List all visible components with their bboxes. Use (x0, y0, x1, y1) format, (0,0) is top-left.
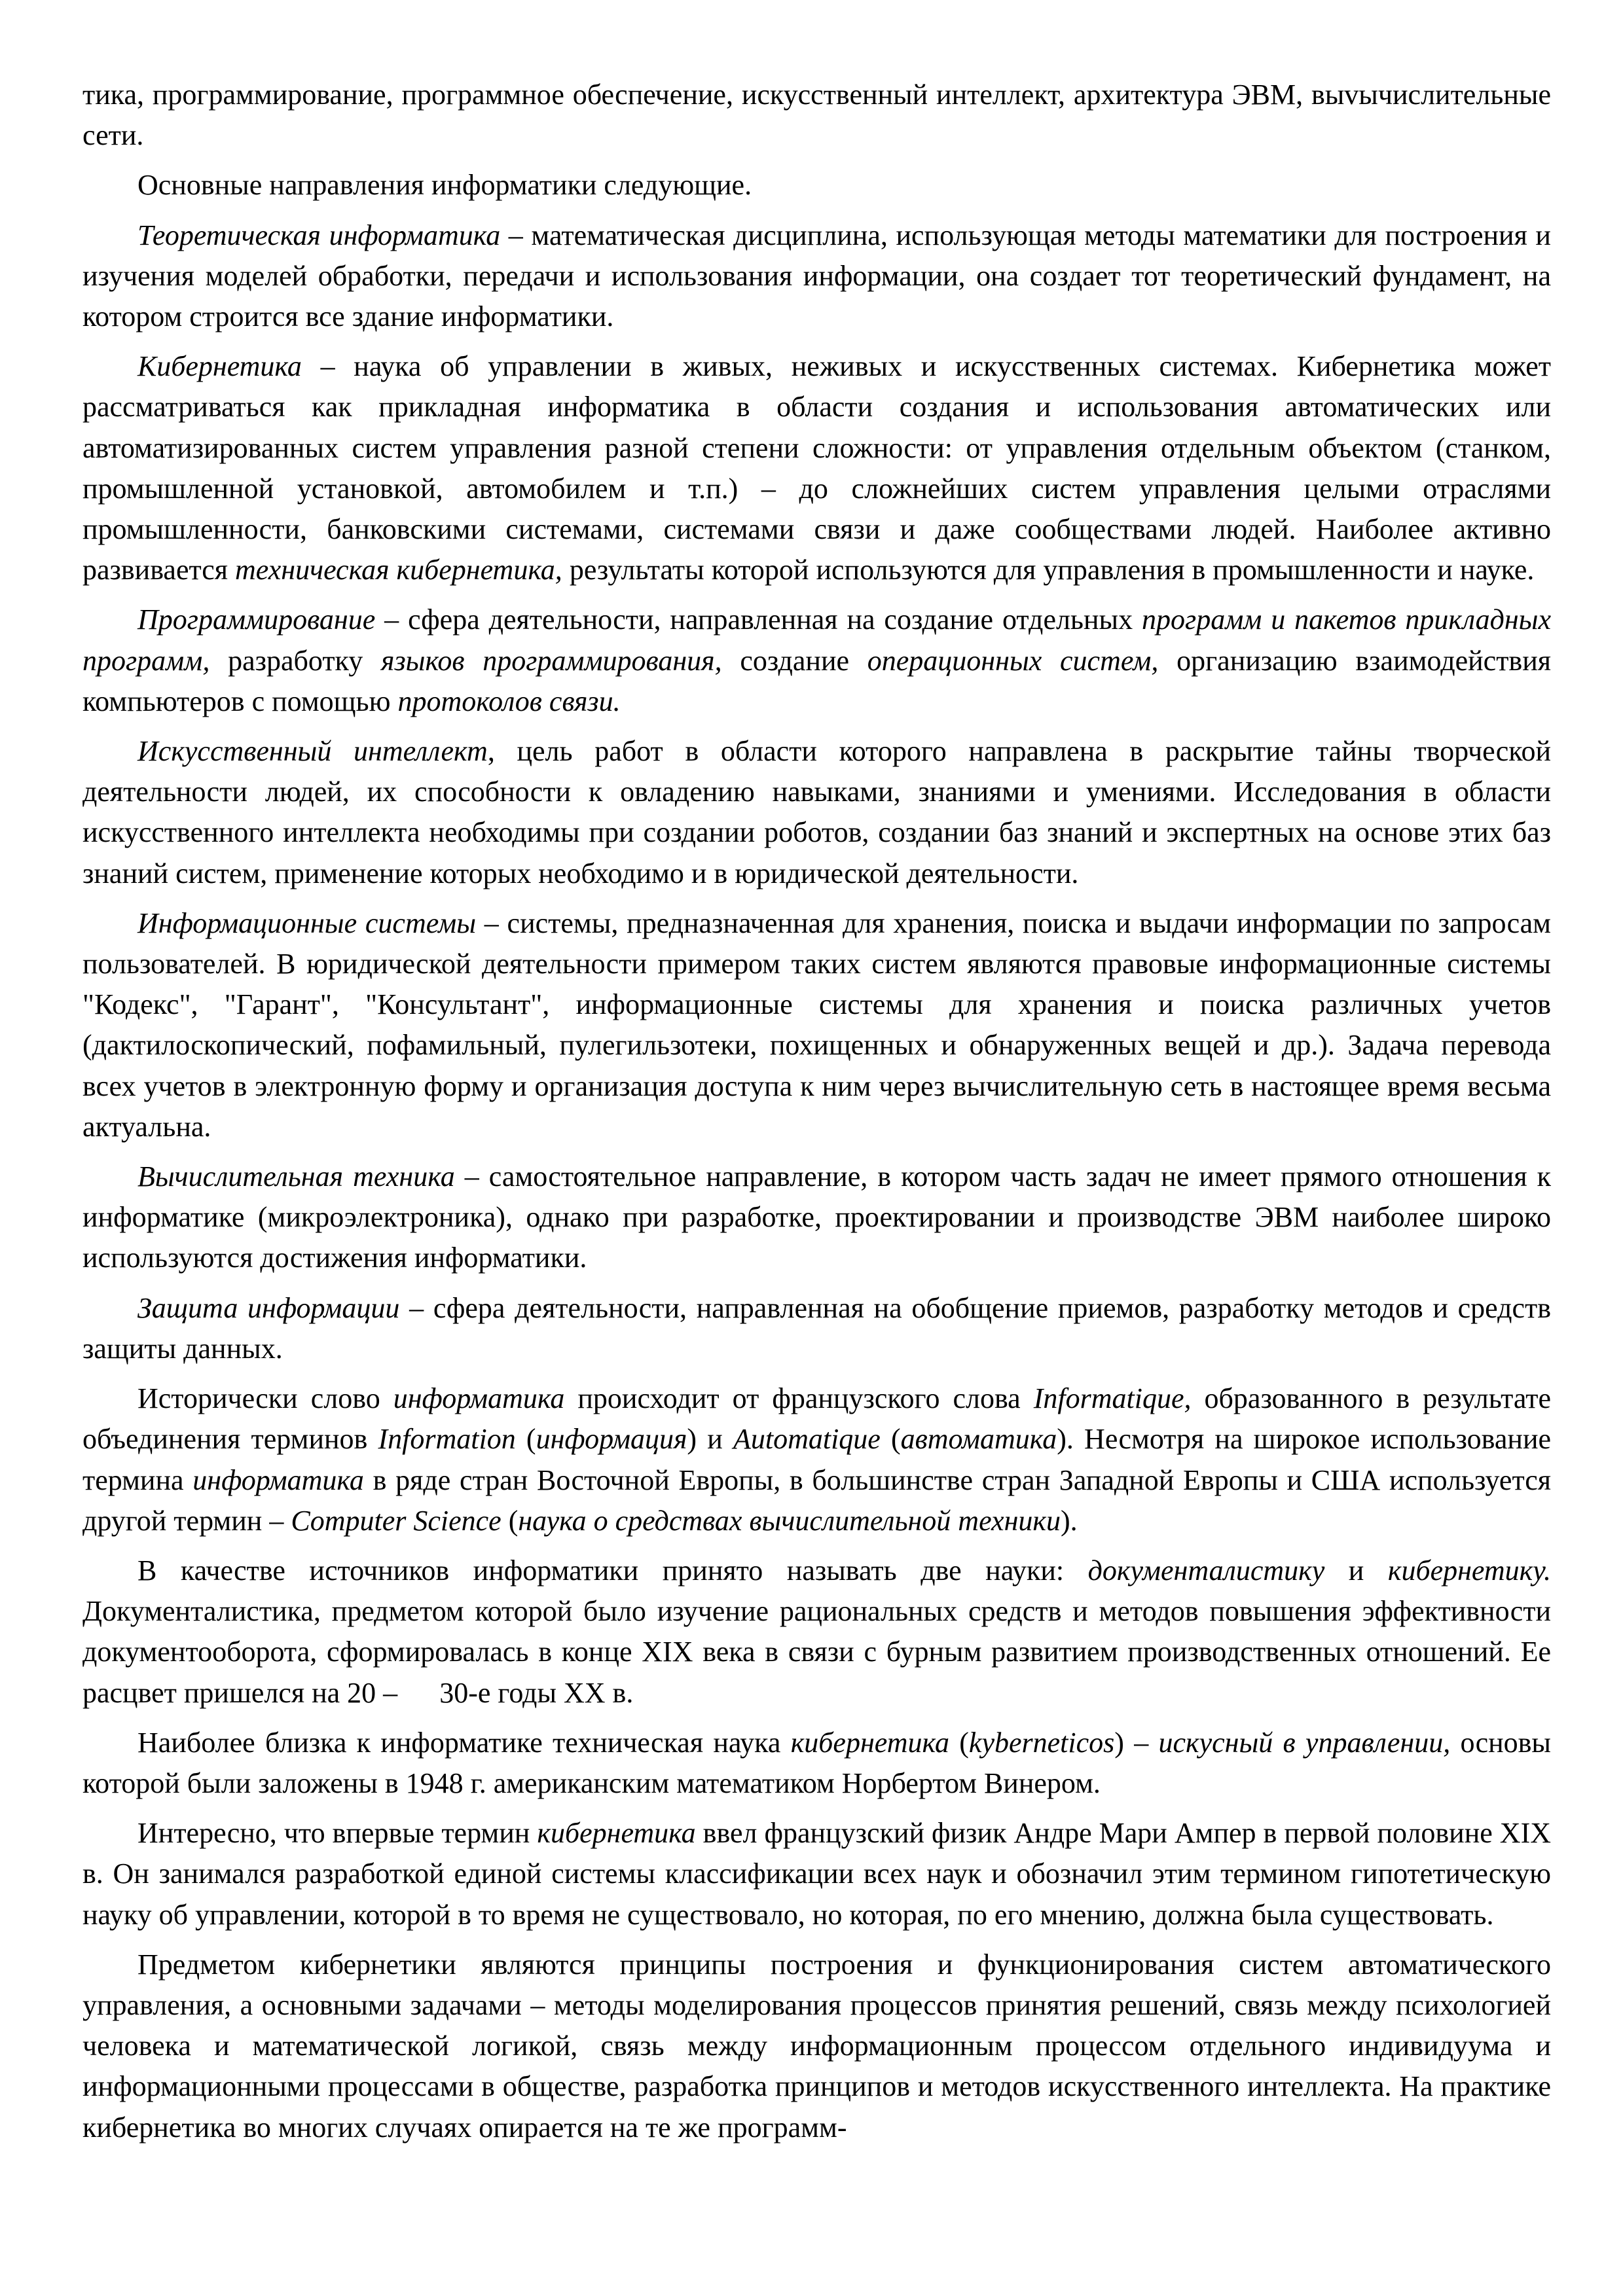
italic-term: Кибернетика (137, 350, 302, 383)
text-run: Исторически слово (137, 1382, 393, 1415)
text-run: – наука об управлении в живых, неживых и искусственных системах. Кибернетика может рассматриваться как прикладная информатика в области создания и использования автоматических или автоматизированных систем управления разной степени сложности: от управления отдельным объектом (станком, промышленной установкой, автомобилем и т.п.) – до сложнейших систем управления целыми отраслями промышленности, банковскими системами, системами связи и даже сообществами людей. Наиболее активно развивается (82, 350, 1551, 586)
text-run: – сфера деятельности, направленная на обобщение приемов, разработку методов и средств защиты данных. (82, 1291, 1552, 1365)
text-run: ввел французский физик Андре Мари Ампер в первой половине XIX в. Он занимался разработкой единой системы классификации всех наук и обозначил этим термином гипотетическую науку об управлении, которой в то время не существовало, но которая, по его мнению, должна была существовать. (82, 1817, 1551, 1931)
paragraph (82, 903, 1551, 1147)
italic-term: информатика (192, 1463, 364, 1496)
text-run: , цель работ в области которого направлена в раскрытие тайны творческой деятельности людей, их способности к овладению навыками, знаниями и умениями. Исследования в области искусственного интеллекта необходимы при создании роботов, создании баз знаний и экспертных на основе этих баз знаний систем, применение которых необходимо и в юридической деятельности. (82, 735, 1551, 889)
italic-term: Information (378, 1423, 516, 1456)
italic-term: Защита информации (137, 1291, 400, 1324)
text-run: Предметом кибернетики являются принципы построения и функционирования систем автоматического управления, а основными задачами – методы моделирования процессов принятия решений, связь между психологией человека и математической логикой, связь между информационным процессом отдельного индивидуума и информационными процессами в обществе, разработка принципов и методов искусственного интеллекта. На практике кибернетика во многих случаях опирается на те же программ- (82, 1948, 1551, 2144)
text-run: результаты которой используются для управления в промышленности и науке. (562, 554, 1535, 586)
text-run: – сфера деятельности, направленная на создание отдельных (375, 603, 1142, 636)
italic-term: Информационные системы (137, 906, 477, 939)
italic-term: искусный в управлении, (1158, 1726, 1451, 1759)
text-run: ( (949, 1726, 969, 1759)
italic-term: Automatique (733, 1423, 881, 1456)
italic-term: протоколов связи. (397, 685, 621, 717)
text-run: разработку (210, 644, 382, 677)
paragraph (82, 1157, 1551, 1279)
paragraph (82, 1813, 1551, 1935)
italic-term: кибернетику. (1387, 1554, 1551, 1587)
italic-term: кибернетика (537, 1817, 696, 1850)
text-run: ( (501, 1504, 519, 1537)
italic-term: Вычислительная техника (137, 1160, 455, 1193)
text-run: в ряде стран Восточной Европы, в большинстве стран Западной Европы и США используется другой термин – (82, 1463, 1551, 1537)
document-page (82, 75, 1551, 2148)
text-run: ). Несмотря на широкое использование термина (82, 1423, 1552, 1496)
text-run: ) и (687, 1423, 733, 1456)
italic-term: Искусственный интеллект (137, 735, 488, 768)
italic-term: Программирование (137, 603, 376, 636)
text-run: образованного в результате объединения терминов (82, 1382, 1552, 1456)
text-run: В качестве источников информатики принято называть две науки: (137, 1554, 1088, 1587)
text-run: Основные направления информатики следующие. (137, 169, 752, 202)
text-run: и (1324, 1554, 1388, 1587)
text-run: – самостоятельное направление, в котором часть задач не имеет прямого отношения к информатике (микроэлектроника), однако при разработке, проектировании и производстве ЭВМ наиболее широко используются достижения информатики. (82, 1160, 1551, 1274)
italic-term: Computer Science (291, 1504, 501, 1537)
paragraph (82, 1945, 1551, 2148)
paragraph (82, 731, 1551, 894)
text-run: основы которой были заложены в 1948 г. американским математиком Норбертом Винером. (82, 1726, 1551, 1799)
italic-term: Informatique, (1033, 1382, 1192, 1415)
italic-term: kyberneticos (968, 1726, 1115, 1759)
italic-term: кибернетика (790, 1726, 949, 1759)
italic-term: информатика (393, 1382, 565, 1415)
paragraph (82, 215, 1551, 338)
text-run: – математическая дисциплина, использующая методы математики для построения и изучения моделей обработки, передачи и использования информации, она создает тот теоретический фундамент, на котором строится все здание информатики. (82, 219, 1551, 333)
italic-term: Теоретическая информатика (137, 219, 501, 251)
text-run: ( (880, 1423, 901, 1456)
text-run: происходит от французского слова (564, 1382, 1034, 1415)
italic-term: программ и пакетов прикладных программ, (82, 603, 1551, 677)
italic-term: языков программирования, (381, 644, 722, 677)
text-run: Документалистика, предметом которой было изучение рациональных средств и методов повышения эффективности документооборота, сформировалась в конце XIX века в связи с бурным развитием производственных отношений. Ее расцвет пришелся на 20 – (82, 1595, 1551, 1709)
paragraph (82, 1723, 1551, 1804)
text-run: Интересно, что впервые термин (137, 1817, 538, 1850)
paragraph (82, 346, 1551, 590)
paragraph (82, 1551, 1551, 1713)
italic-term: документалистику (1087, 1554, 1325, 1587)
text-run: организацию взаимодействия компьютеров с помощью (82, 644, 1551, 717)
italic-term: информация (536, 1423, 687, 1456)
italic-term: автоматика (900, 1423, 1057, 1456)
text-run: тика, программирование, программное обеспечение, искусственный интеллект, архитектура ЭВМ, выvычислительные сети. (82, 79, 1551, 152)
text-run: ( (515, 1423, 536, 1456)
italic-term: техническая кибернетика, (235, 554, 562, 586)
italic-term: операционных систем, (867, 644, 1159, 677)
text-run: ) – (1114, 1726, 1159, 1759)
text-run: ). (1060, 1504, 1078, 1537)
paragraph (82, 1378, 1551, 1541)
text-run: Наиболее близка к информатике техническая наука (137, 1726, 791, 1759)
paragraph (82, 165, 1551, 206)
text-run: создание (721, 644, 867, 677)
paragraph (82, 75, 1551, 156)
paragraph (82, 1288, 1551, 1369)
text-run: – системы, предназначенная для хранения, поиска и выдачи информации по запросам пользователей. В юридической деятельности примером таких систем являются правовые информационные системы "Кодекс", "Гарант", "Консультант", информационные системы для хранения и поиска различных учетов (дактилоскопический, пофамильный, пулегильзотеки, похищенных и обнаруженных вещей и др.). Задача перевода всех учетов в электронную форму и организация доступа к ним через вычислительную сеть в настоящее время весьма актуальна. (82, 906, 1552, 1143)
paragraph (82, 600, 1551, 722)
italic-term: наука о средствах вычислительной техники (518, 1504, 1061, 1537)
text-run: 30-е годы XX в. (439, 1676, 634, 1709)
